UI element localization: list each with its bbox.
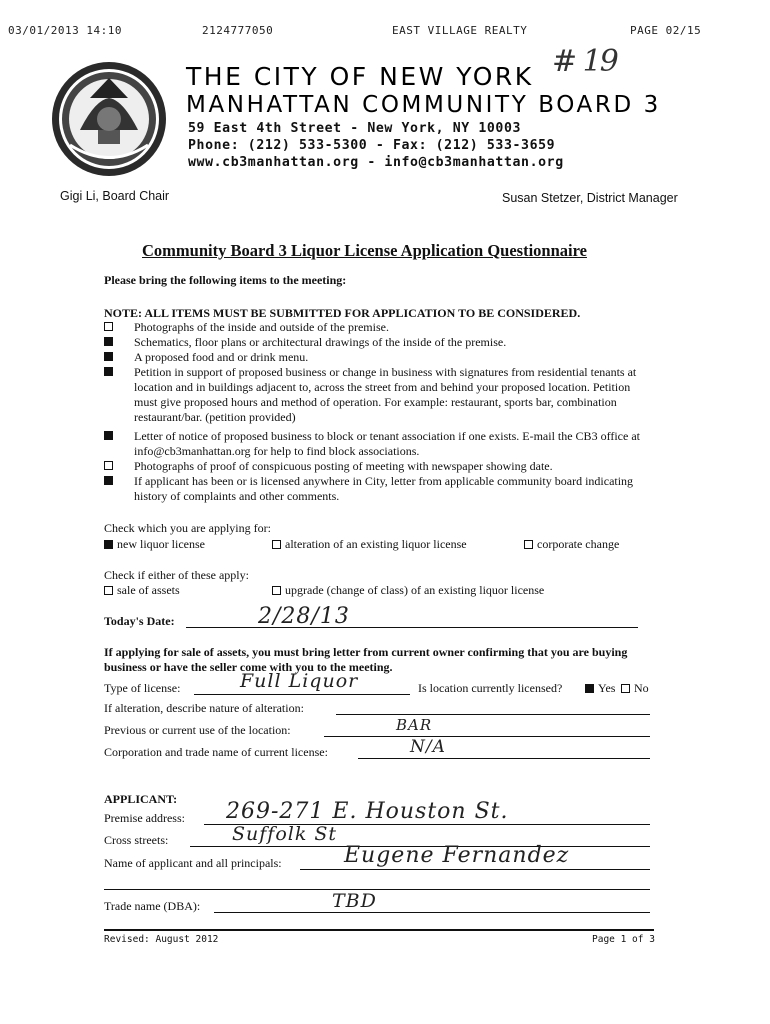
board-chair: Gigi Li, Board Chair: [60, 189, 170, 203]
licensed-question: Is location currently licensed?: [418, 681, 563, 695]
principals-label: Name of applicant and all principals:: [104, 856, 282, 870]
option-alteration[interactable]: [272, 537, 467, 552]
cross-label: Cross streets:: [104, 833, 169, 847]
fax-sender: EAST VILLAGE REALTY: [392, 24, 528, 37]
option-corporate-change[interactable]: [524, 537, 619, 552]
option-label: sale of assets: [117, 583, 180, 597]
district-manager: Susan Stetzer, District Manager: [502, 191, 678, 205]
cross-field[interactable]: Suffolk St: [232, 823, 338, 845]
footer-revised: Revised: August 2012: [104, 934, 219, 945]
trade-underline: [214, 912, 650, 913]
option-sale-of-assets[interactable]: [104, 583, 180, 598]
checklist-item: Letter of notice of proposed business to block or tenant association if one exists. E-mail the CB3 office at info@cb3manhattan.org for help to find block associations.: [134, 429, 640, 458]
option-yes[interactable]: [585, 681, 615, 696]
trade-label: Trade name (DBA):: [104, 899, 201, 913]
note-text: NOTE: ALL ITEMS MUST BE SUBMITTED FOR APPLICATION TO BE CONSIDERED.: [104, 306, 581, 320]
option-no[interactable]: [621, 681, 649, 696]
item-checkbox[interactable]: [104, 431, 113, 440]
checkbox-sale-of-assets[interactable]: [104, 586, 113, 595]
previous-field[interactable]: BAR: [396, 716, 433, 734]
checkbox-upgrade[interactable]: [272, 586, 281, 595]
principals-underline: [300, 869, 650, 870]
item-checkbox[interactable]: [104, 322, 113, 331]
handwritten-tag: # 19: [552, 44, 617, 79]
checkbox-no[interactable]: [621, 684, 630, 693]
checklist-item: A proposed food and or drink menu.: [134, 350, 309, 364]
option-new-license[interactable]: [104, 537, 205, 552]
option-label: corporate change: [537, 537, 620, 551]
type-field[interactable]: Full Liquor: [240, 670, 359, 692]
checkbox-alteration[interactable]: [272, 540, 281, 549]
checkbox-new-license[interactable]: [104, 540, 113, 549]
footer-page: Page 1 of 3: [592, 934, 655, 945]
city-seal-icon: [50, 60, 168, 178]
letterhead-web: www.cb3manhattan.org - info@cb3manhattan.org: [188, 155, 564, 170]
footer-divider: [104, 929, 654, 931]
checklist-item: Photographs of proof of conspicuous posting of meeting with newspaper showing date.: [134, 459, 553, 473]
letterhead-line1: THE CITY OF NEW YORK: [186, 62, 534, 91]
type-label: Type of license:: [104, 681, 181, 695]
premise-field[interactable]: 269-271 E. Houston St.: [226, 799, 509, 824]
previous-label: Previous or current use of the location:: [104, 723, 291, 737]
fax-number: 2124777050: [202, 24, 274, 37]
corp-label: Corporation and trade name of current license:: [104, 745, 328, 759]
item-checkbox[interactable]: [104, 367, 113, 376]
premise-label: Premise address:: [104, 811, 185, 825]
intro-text: Please bring the following items to the meeting:: [104, 273, 347, 287]
applicant-heading: APPLICANT:: [104, 792, 178, 806]
extra-principals-line[interactable]: [104, 889, 650, 890]
checklist-item: Photographs of the inside and outside of the premise.: [134, 320, 389, 334]
item-checkbox[interactable]: [104, 476, 113, 485]
option-label: alteration of an existing liquor license: [285, 537, 467, 551]
previous-underline: [324, 736, 650, 737]
sale-notice: If applying for sale of assets, you must bring letter from current owner confirming that you are buying business or have the seller come with you to the meeting.: [104, 645, 628, 674]
checkbox-yes[interactable]: [585, 684, 594, 693]
fax-datetime: 03/01/2013 14:10: [8, 24, 122, 37]
checklist-item: If applicant has been or is licensed anywhere in City, letter from applicable community board indicating history of complaints and other comments.: [134, 474, 634, 503]
fax-page: PAGE 02/15: [630, 24, 702, 37]
letterhead-phone: Phone: (212) 533-5300 - Fax: (212) 533-3659: [188, 138, 556, 153]
letterhead-line2: MANHATTAN COMMUNITY BOARD 3: [186, 92, 661, 118]
alteration-label: If alteration, describe nature of alteration:: [104, 701, 304, 715]
option-label: upgrade (change of class) of an existing liquor license: [285, 583, 545, 597]
checklist-item: Schematics, floor plans or architectural drawings of the inside of the premise.: [134, 335, 507, 349]
option-label: Yes: [598, 681, 616, 695]
date-label: Today's Date:: [104, 614, 175, 628]
form-title: Community Board 3 Liquor License Application Questionnaire: [142, 241, 587, 260]
item-checkbox[interactable]: [104, 461, 113, 470]
checklist-item: Petition in support of proposed business or change in business with signatures from residential tenants at location and in buildings adjacent to, across the street from and behind your proposed location. Petition must give proposed hours and method of operation. For example: restaurant, sports bar, combination restaurant/bar. (petition provided): [134, 365, 637, 424]
option-label: No: [634, 681, 649, 695]
type-underline: [194, 694, 410, 695]
trade-field[interactable]: TBD: [332, 890, 377, 912]
corp-field[interactable]: N/A: [410, 737, 446, 757]
letterhead-address: 59 East 4th Street - New York, NY 10003: [188, 121, 522, 136]
item-checkbox[interactable]: [104, 352, 113, 361]
date-field[interactable]: 2/28/13: [258, 604, 350, 629]
applying-prompt: Check which you are applying for:: [104, 521, 271, 535]
alteration-field[interactable]: [336, 714, 650, 715]
checkbox-corporate-change[interactable]: [524, 540, 533, 549]
option-upgrade[interactable]: [272, 583, 544, 598]
item-checkbox[interactable]: [104, 337, 113, 346]
option-label: new liquor license: [117, 537, 205, 551]
date-underline: [186, 627, 638, 628]
principals-field[interactable]: Eugene Fernandez: [344, 843, 570, 868]
corp-underline: [358, 758, 650, 759]
either-prompt: Check if either of these apply:: [104, 568, 249, 582]
